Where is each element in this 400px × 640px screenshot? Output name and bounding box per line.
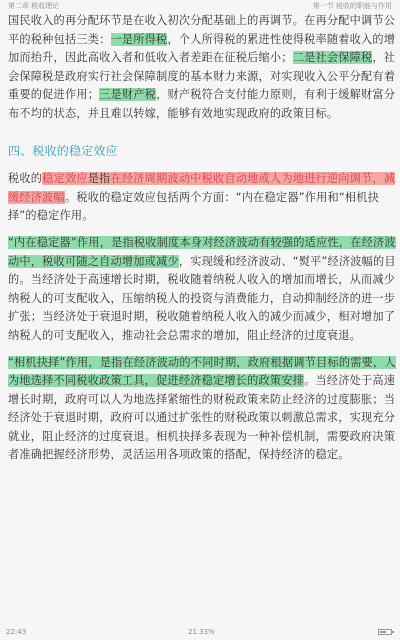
reader-footer: [0, 624, 400, 640]
paragraph-stability-effect: [8, 170, 396, 226]
section-title-header: 第一节 税收的职能与作用: [312, 2, 392, 10]
highlight-shi-zhi[interactable]: 是指: [87, 172, 111, 186]
battery-icon: [378, 629, 392, 635]
text: 。当经济处于高速增长时期，政府可以人为地选择紧缩性的财税政策来防止经济的过度膨胀；当经济处于衰退时期，政府可以通过扩张性的财税政策以刺激总需求，实现充分就业，阻止经济的过度衰退。相机抉择多表现为一种补偿机制，需要政府决策者准确把握经济形势，灵活运用各项政策的搭配，保持经济的稳定。: [8, 374, 396, 462]
text: ，社会保障税是政府实行社会保障制度的基本财力来源，对实现收入公平分配有着重要的促进作用；: [8, 51, 396, 102]
chapter-title: 第二章 税收理论: [8, 2, 60, 10]
highlight-property-tax[interactable]: 三是财产税: [99, 88, 157, 102]
paragraph-discretionary: [8, 354, 396, 466]
text: 国民收入的再分配环节是在收入初次分配基础上的再调节。在再分配中调节公平的税种包括三类：: [8, 14, 396, 46]
text: 税收的: [8, 172, 43, 186]
clock-time: 22:43: [6, 628, 27, 636]
highlight-income-tax[interactable]: 一是所得税: [110, 32, 168, 46]
reader-header: [0, 0, 400, 12]
highlight-stability-effect[interactable]: 稳定效应: [42, 172, 88, 186]
paragraph-redistribution: [8, 12, 396, 124]
text: ，个人所得税的累进性使得税率随着收入的增加而抬升，因此高收入者和低收入者差距在征税后缩小；: [8, 32, 396, 65]
highlight-built-in-stabilizer[interactable]: “内在稳定器”作用，是指税收制度本身对经济波动有较强的适应性，在经济波动中，税收可随之自动增加或减少: [8, 235, 396, 268]
reading-content[interactable]: [8, 12, 396, 465]
text: ，财产税符合支付能力原则，有利于缓解财富分布不均的状态，并且难以转嫁，能够有效地实现政府的政策目标。: [8, 88, 396, 120]
paragraph-built-in-stabilizer: [8, 234, 396, 346]
reading-progress: 21.33%: [188, 628, 215, 636]
highlight-definition[interactable]: 在经济周期波动中税收自动地或人为地进行逆向调节，减缓经济波幅: [8, 172, 396, 204]
text: 。税收的稳定效应包括两个方面：“内在稳定器”作用和“相机抉择”的稳定作用。: [8, 190, 380, 223]
section-heading: 四、税收的稳定效应: [8, 143, 118, 158]
highlight-social-security-tax[interactable]: 二是社会保障税: [292, 51, 373, 65]
highlight-discretionary-policy[interactable]: “相机抉择”作用，是指在经济波动的不同时期，政府根据调节目标的需要，人为地选择不同税收政策工具，促进经济稳定增长的政策安排: [8, 355, 396, 388]
text: ，实现缓和经济波动、“熨平”经济波幅的目的。当经济处于高速增长时期，税收随着纳税人收入的增加而增长，从而减少纳税人的可支配收入，压缩纳税人的投资与消费能力，自动抑制经济的进一步扩张；当经济处于衰退时期，税收随着纳税人收入的减少而减少，相对增加了纳税人的可支配收入，推动社会总需求的增加，阻止经济的过度衰退。: [8, 254, 396, 342]
